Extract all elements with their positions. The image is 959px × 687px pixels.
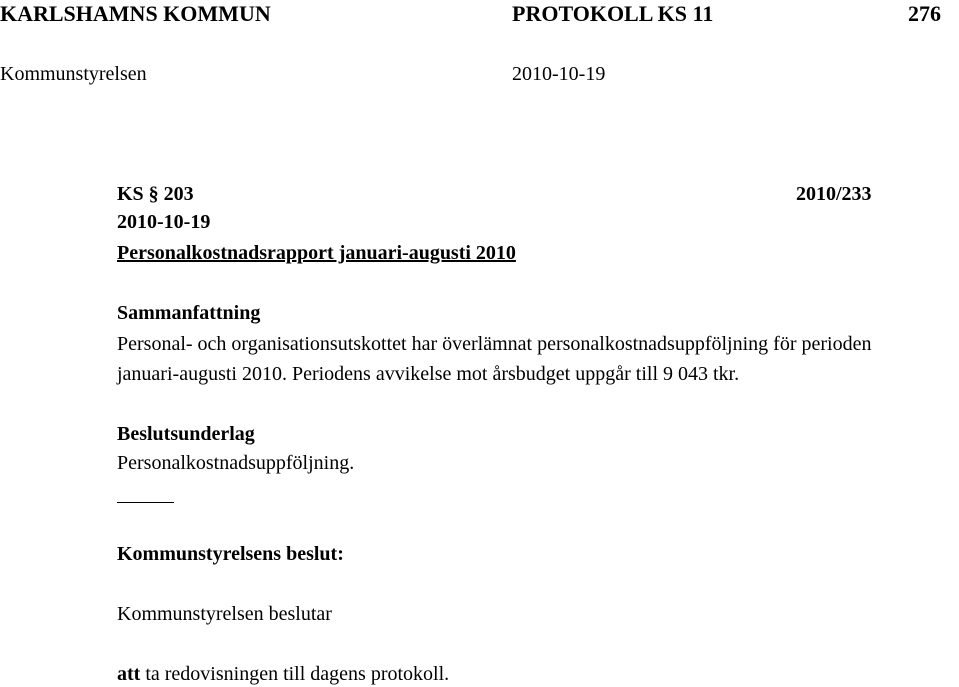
summary-line-1: Personal- och organisationsutskottet har överlämnat personalkostnadsuppföljning för perioden: [117, 333, 872, 355]
separator-rule: [117, 502, 174, 503]
basis-text: Personalkostnadsuppföljning.: [117, 452, 355, 474]
case-paragraph-label: KS § 203: [117, 183, 194, 205]
page-number: 276: [908, 1, 941, 26]
protocol-title: PROTOKOLL KS 11: [512, 1, 714, 26]
case-diary-number: 2010/233: [796, 183, 872, 205]
summary-heading: Sammanfattning: [117, 302, 261, 324]
header-date: 2010-10-19: [512, 63, 606, 85]
decision-intro: Kommunstyrelsen beslutar: [117, 603, 332, 625]
decision-att: att: [117, 663, 141, 685]
decision-line: [117, 664, 449, 684]
committee-name: Kommunstyrelsen: [0, 63, 147, 85]
summary-line-2: januari-augusti 2010. Periodens avvikelse mot årsbudget uppgår till 9 043 tkr.: [117, 363, 740, 385]
basis-heading: Beslutsunderlag: [117, 423, 255, 445]
case-date: 2010-10-19: [117, 211, 211, 233]
municipality-name: KARLSHAMNS KOMMUN: [0, 1, 271, 26]
decision-text: ta redovisningen till dagens protokoll.: [145, 663, 450, 685]
case-title: Personalkostnadsrapport januari-augusti 2010: [117, 242, 516, 264]
decision-heading: Kommunstyrelsens beslut:: [117, 543, 344, 565]
